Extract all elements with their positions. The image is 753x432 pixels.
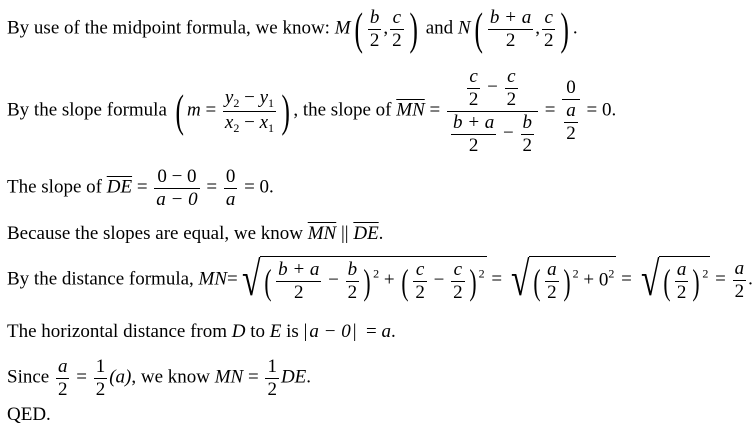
fraction: $\frac{b}{2}$: [369, 6, 380, 51]
segment-de: $\overline{DE}$: [353, 223, 379, 244]
point-m: M: [334, 17, 351, 39]
fraction: $\frac{0}{\frac{a}{2}}$: [562, 77, 580, 145]
qed-line: [7, 405, 51, 424]
midpoint-text: By use of the midpoint formula, we know:: [7, 17, 330, 39]
segment-de: $\overline{DE}$: [106, 176, 133, 198]
horizontal-distance-line: The horizontal distance from D to E is | a − 0 | = a.: [7, 321, 396, 342]
and-text: and: [425, 17, 454, 39]
segment-mn: $\overline{MN}$: [396, 99, 425, 121]
qed: QED.: [7, 404, 51, 425]
compound-fraction: $\frac{c}{2}$ − $\frac{c}{2}$ $\frac{b + a}{2}$ − $\frac{b}{2}$: [447, 66, 538, 156]
point-n: N: [457, 17, 471, 39]
conclusion-line: Since $\frac{a}{2}$ = $\frac{1}{2}$ (a), we know MN = $\frac{1}{2}$ DE.: [7, 356, 312, 400]
absolute-value: a − 0: [309, 321, 351, 342]
fraction: $\frac{c}{2}$: [543, 6, 554, 51]
sqrt: √ ( $\frac{a}{2}$ ) $^2$: [640, 253, 709, 306]
fraction: $\frac{0 - 0}{a - 0}$: [156, 166, 198, 210]
parallel-line: Because the slopes are equal, we know $\overline{MN}$ || $\overline{DE}$.: [7, 223, 384, 244]
slope-de-line: The slope of $\overline{DE}$ = $\frac{0 - 0}{a - 0}$ = $\frac{0}{a}$ = 0.: [7, 166, 274, 210]
distance-line: By the distance formula, MN=√ ( $\frac{b + a}{2}$ − $\frac{b}{2}$ ) $^2$ + ( $\frac{c}{2}$ − $\frac{c}{2}$ ) $^2$ = √ ( $\frac{a}{2}$ ) $^2 + 0^2$ = √ ( $\frac{a}{2}$ ) $^2$ = $\frac{a}{2}$ .: [7, 253, 753, 306]
slope-mn-line: By the slope formula ( m = $\frac{y_2 - y_1}{x_2 - x_1}$ ) , the slope of $\overline{MN}$ = $\frac{c}{2}$ − $\frac{c}{2}$ $\frac{b + a}{2}$ − $\frac{b}{2}$ = $\frac{0}{\frac{a}{2}}$ = 0.: [7, 66, 617, 156]
slope-formula-fraction: $\frac{y_2 - y_1}{x_2 - x_1}$: [224, 86, 275, 135]
fraction: $\frac{0}{a}$: [225, 166, 236, 210]
fraction: $\frac{1}{2}$: [95, 356, 106, 400]
midpoint-line: By use of the midpoint formula, we know: M( $\frac{b}{2}$ , $\frac{c}{2}$ ) and N( $\frac{b + a}{2}$ , $\frac{c}{2}$ ) .: [7, 3, 578, 54]
sqrt: √ ( $\frac{b + a}{2}$ − $\frac{b}{2}$ ) $^2$ + ( $\frac{c}{2}$ − $\frac{c}{2}$ ) $^2$: [241, 253, 485, 306]
fraction: $\frac{a}{2}$: [57, 356, 68, 400]
segment-mn: $\overline{MN}$: [307, 223, 337, 244]
slope-formula-text: By the slope formula: [7, 99, 167, 121]
fraction: $\frac{a}{2}$: [734, 257, 745, 302]
fraction: $\frac{b + a}{2}$: [489, 6, 532, 51]
fraction: $\frac{c}{2}$: [392, 6, 402, 51]
sqrt: √ ( $\frac{a}{2}$ ) $^2 + 0^2$: [510, 253, 615, 306]
fraction: $\frac{1}{2}$: [267, 356, 277, 400]
